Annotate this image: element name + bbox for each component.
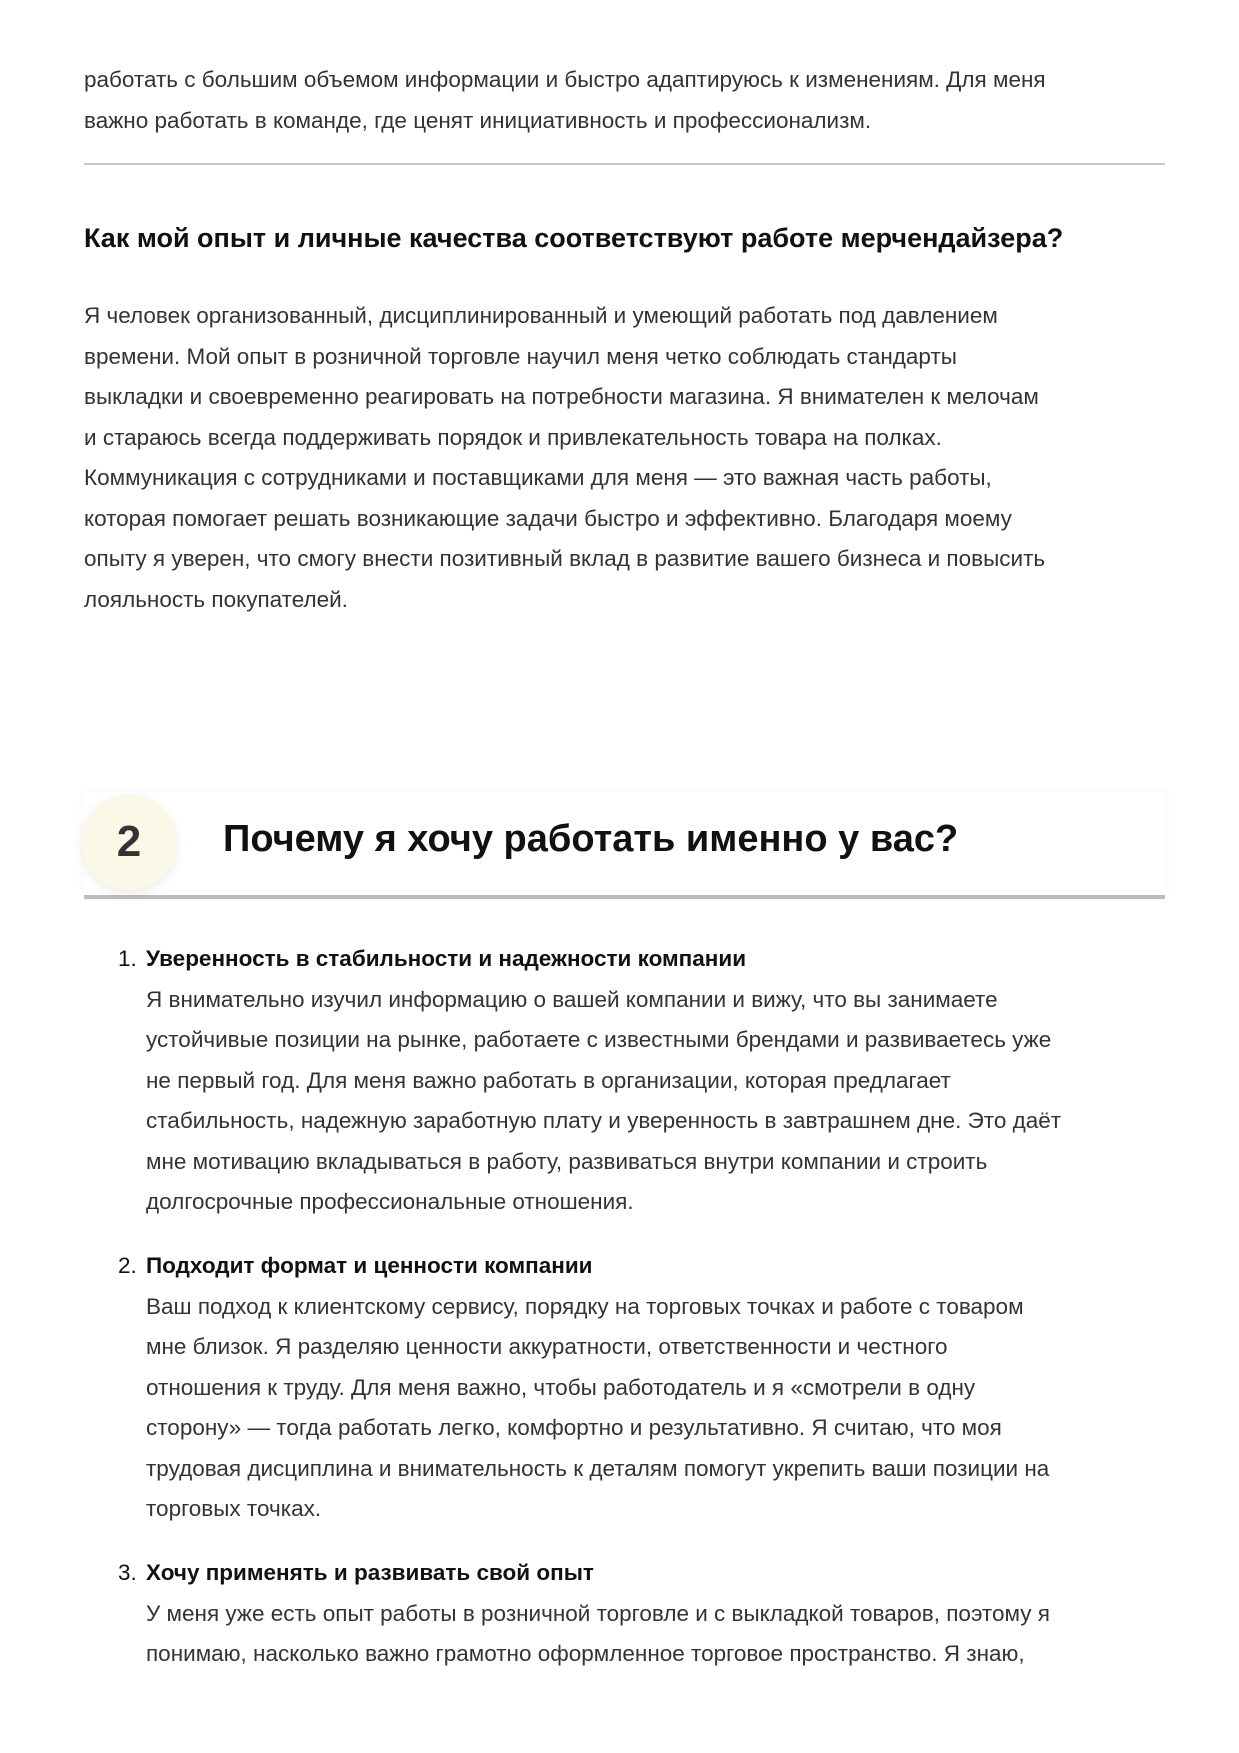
text-line: времени. Мой опыт в розничной торговле научил меня четко соблюдать стандарты <box>84 343 957 369</box>
intro-paragraph <box>84 60 1046 141</box>
text-line: торговых точках. <box>146 1496 322 1521</box>
text-line: стабильность, надежную заработную плату и уверенность в завтрашнем дне. Это даёт <box>146 1108 1062 1133</box>
text-line: Ваш подход к клиентскому сервису, порядку на торговых точках и работе с товаром <box>146 1293 1024 1319</box>
subheading: Как мой опыт и личные качества соответствуют работе мерчендайзера? <box>84 223 1064 253</box>
text-line: трудовая дисциплина и внимательность к деталям помогут укрепить ваши позиции на <box>146 1455 1050 1481</box>
list-number: 2. <box>118 1253 137 1278</box>
list-item <box>118 1553 1050 1675</box>
list-item-title: Хочу применять и развивать свой опыт <box>146 1560 594 1585</box>
list-item-title: Подходит формат и ценности компании <box>146 1253 593 1278</box>
list-item-title: Уверенность в стабильности и надежности компании <box>146 946 747 971</box>
text-line: важно работать в команде, где ценят инициативность и профессионализм. <box>84 107 872 133</box>
list-item <box>118 1246 1050 1530</box>
list-number: 1. <box>118 946 137 971</box>
list-item <box>118 939 1062 1223</box>
section-title: Почему я хочу работать именно у вас? <box>223 818 959 860</box>
text-line: Я человек организованный, дисциплинированный и умеющий работать под давлением <box>84 303 998 328</box>
text-line: мне близок. Я разделяю ценности аккуратности, ответственности и честного <box>146 1334 948 1359</box>
text-line: отношения к труду. Для меня важно, чтобы работодатель и я «смотрели в одну <box>146 1374 976 1400</box>
text-line: и стараюсь всегда поддерживать порядок и привлекательность товара на полках. <box>84 424 942 450</box>
text-line: сторону» — тогда работать легко, комфортно и результативно. Я считаю, что моя <box>146 1415 1002 1440</box>
experience-paragraph <box>84 296 1045 620</box>
section-number-badge: 2 <box>81 794 177 890</box>
text-line: Я внимательно изучил информацию о вашей компании и вижу, что вы занимаете <box>146 986 998 1012</box>
text-line: выкладки и своевременно реагировать на потребности магазина. Я внимателен к мелочам <box>84 384 1039 409</box>
section-underline <box>84 895 1165 899</box>
divider <box>84 163 1165 165</box>
text-line: устойчивые позиции на рынке, работаете с известными брендами и развиваетесь уже <box>146 1027 1052 1052</box>
text-line: не первый год. Для меня важно работать в организации, которая предлагает <box>146 1067 951 1093</box>
text-line: которая помогает решать возникающие задачи быстро и эффективно. Благодаря моему <box>84 505 1012 531</box>
text-line: работать с большим объемом информации и быстро адаптируюсь к изменениям. Для меня <box>84 67 1046 92</box>
text-line: мне мотивацию вкладываться в работу, развиваться внутри компании и строить <box>146 1148 988 1174</box>
text-line: Коммуникация с сотрудниками и поставщиками для меня — это важная часть работы, <box>84 465 992 490</box>
text-line: У меня уже есть опыт работы в розничной торговле и с выкладкой товаров, поэтому я <box>146 1600 1050 1626</box>
text-line: долгосрочные профессиональные отношения. <box>146 1189 634 1214</box>
text-line: лояльность покупателей. <box>84 586 348 612</box>
list-number: 3. <box>118 1560 137 1585</box>
text-line: понимаю, насколько важно грамотно оформленное торговое пространство. Я знаю, <box>146 1641 1025 1666</box>
text-line: опыту я уверен, что смогу внести позитивный вклад в развитие вашего бизнеса и повысить <box>84 546 1046 571</box>
